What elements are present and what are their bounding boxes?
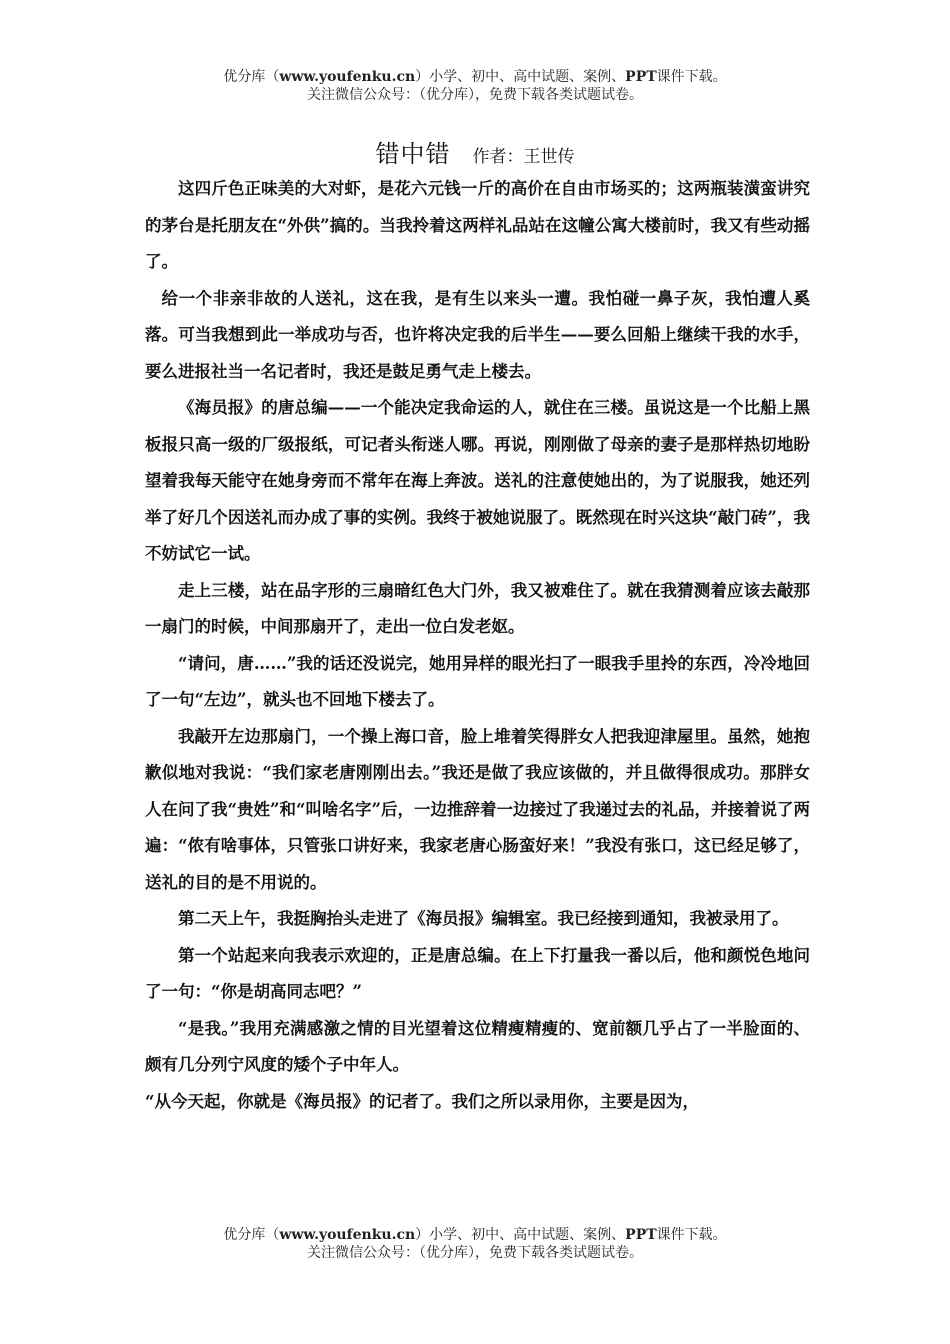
article-author: 作者：王世传 <box>472 147 575 167</box>
footer-ppt: PPT <box>625 1227 657 1243</box>
footer-site-url[interactable]: www.youfenku.cn <box>279 1227 416 1243</box>
paragraph-6: 我敲开左边那扇门，一个操上海口音，脸上堆着笑得胖女人把我迎津屋里。虽然，她抱歉似地对我说：“我们家老唐刚刚出去。”我还是做了我应该做的，并且做得很成功。那胖女人在问了我“贵姓”和“叫啥名字”后，一边推辞着一边接过了我递过去的礼品，并接着说了两遍：“侬有啥事体，只管张口讲好来，我家老唐心肠蛮好来！”我没有张口，这已经足够了，送礼的目的是不用说的。 <box>145 726 810 892</box>
header-site-url[interactable]: www.youfenku.cn <box>279 69 416 85</box>
paragraph-5: “请问，唐……”我的话还没说完，她用异样的眼光扫了一眼我手里拎的东西，冷冷地回了一句“左边”，就头也不回地下楼去了。 <box>145 653 810 709</box>
header-site-mid: ）小学、初中、高中试题、案例、 <box>415 69 626 85</box>
paragraph-10: “从今天起，你就是《海员报》的记者了。我们之所以录用你，主要是因为， <box>145 1091 699 1111</box>
paragraph-9: “是我。”我用充满感激之情的目光望着这位精瘦精瘦的、宽前额几乎占了一半脸面的、颇有几分列宁风度的矮个子中年人。 <box>145 1018 810 1074</box>
article-title: 错中错 <box>375 140 451 168</box>
article-body <box>145 171 810 1120</box>
footer-site-line <box>0 1226 950 1244</box>
article-heading <box>0 134 950 169</box>
footer-site-post: 课件下载。 <box>656 1227 727 1243</box>
paragraph-8: 第一个站起来向我表示欢迎的，正是唐总编。在上下打量我一番以后，他和颜悦色地问了一句：“你是胡高同志吧？” <box>145 945 810 1001</box>
header-site-pre: 优分库（ <box>223 69 280 85</box>
header-site-post: 课件下载。 <box>656 69 727 85</box>
header-wechat-line: 关注微信公众号：（优分库），免费下载各类试题试卷。 <box>307 87 643 103</box>
footer-site-pre: 优分库（ <box>223 1227 280 1243</box>
paragraph-3: 《海员报》的唐总编——一个能决定我命运的人，就住在三楼。虽说这是一个比船上黑板报只高一级的厂级报纸，可记者头衔迷人哪。再说，刚刚做了母亲的妻子是那样热切地盼望着我每天能守在她身旁而不常年在海上奔波。送礼的注意使她出的，为了说服我，她还列举了好几个因送礼而办成了事的实例。我终于被她说服了。既然现在时兴这块“敲门砖”，我不妨试它一试。 <box>145 398 810 563</box>
paragraph-7: 第二天上午，我挺胸抬头走进了《海员报》编辑室。我已经接到通知，我被录用了。 <box>178 909 789 928</box>
footer-wechat-line: 关注微信公众号：（优分库），免费下载各类试题试卷。 <box>307 1245 643 1261</box>
paragraph-4: 走上三楼，站在品字形的三扇暗红色大门外，我又被难住了。就在我猜测着应该去敲那一扇门的时候，中间那扇开了，走出一位白发老妪。 <box>145 580 810 636</box>
header-ppt: PPT <box>625 69 657 85</box>
paragraph-1: 这四斤色正味美的大对虾，是花六元钱一斤的高价在自由市场买的；这两瓶装潢蛮讲究的茅台是托朋友在“外供”搞的。当我拎着这两样礼品站在这幢公寓大楼前时，我又有些动摇了。 <box>145 179 810 271</box>
paragraph-2: 给一个非亲非故的人送礼，这在我，是有生以来头一遭。我怕碰一鼻子灰，我怕遭人奚落。可当我想到此一举成功与否，也许将决定我的后半生——要么回船上继续干我的水手，要么进报社当一名记者时，我还是鼓足勇气走上楼去。 <box>145 288 810 381</box>
footer-site-mid: ）小学、初中、高中试题、案例、 <box>415 1227 626 1243</box>
header-site-line <box>0 68 950 86</box>
